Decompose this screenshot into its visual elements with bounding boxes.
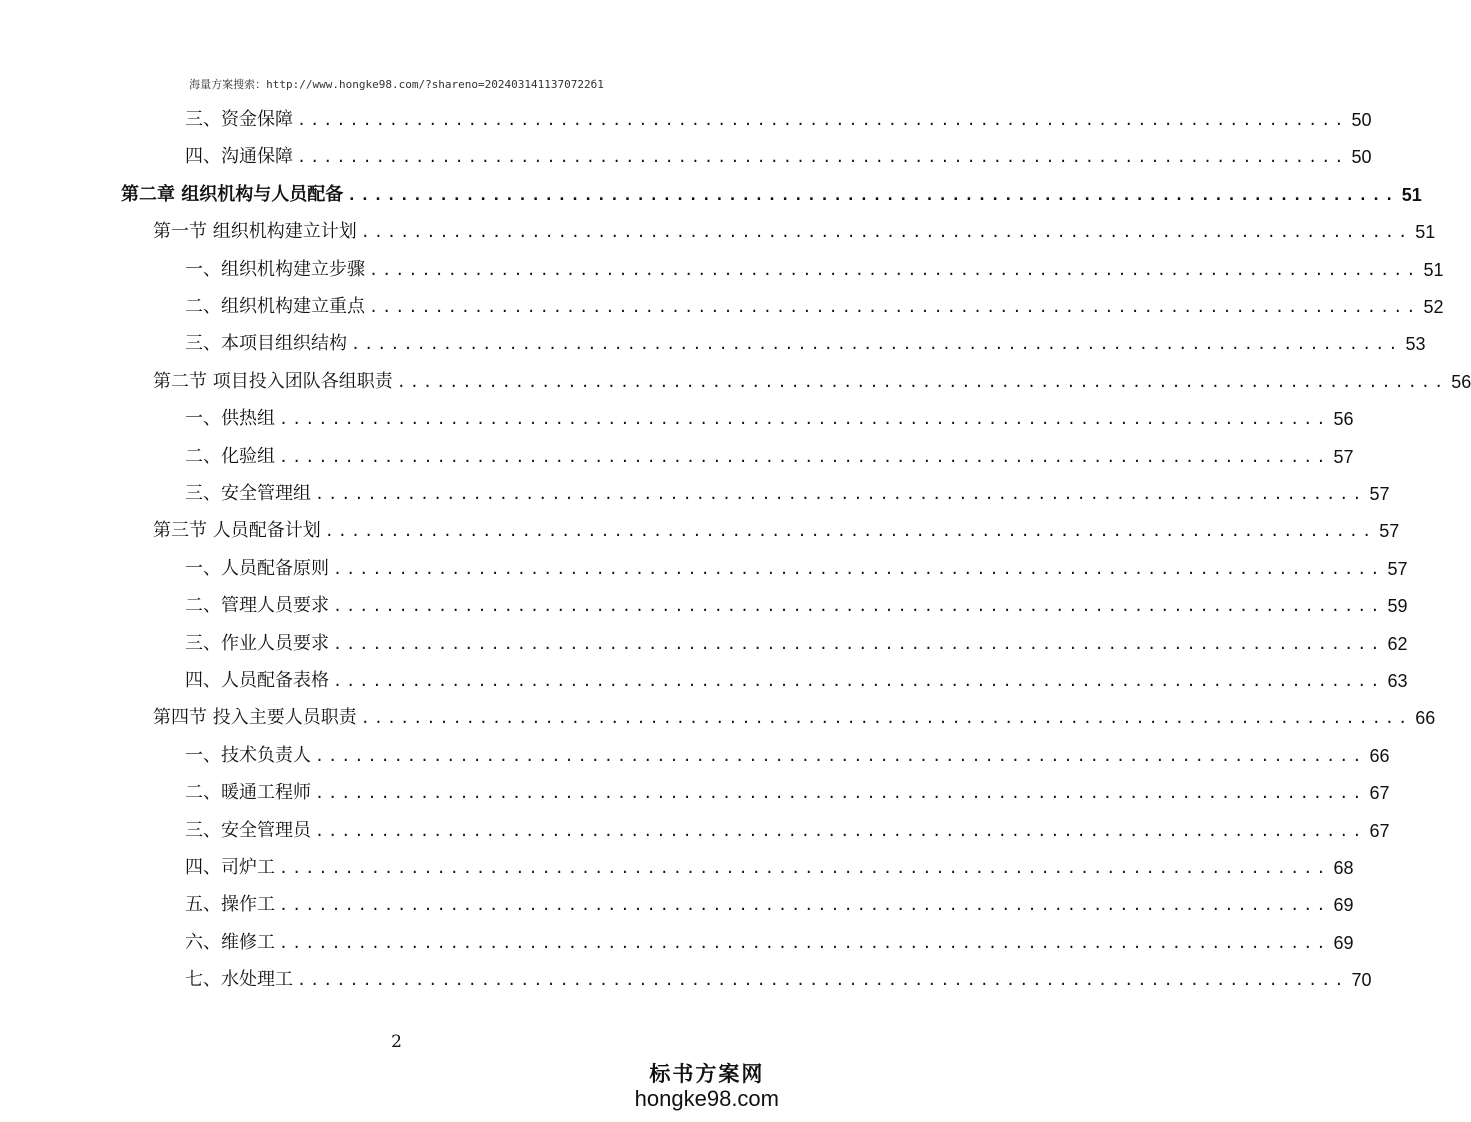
toc-dot-leader: ................................................................................ — [360, 223, 1412, 242]
toc-entry[interactable] — [185, 479, 1390, 509]
toc-entry-page: 62 — [1387, 633, 1408, 654]
toc-entry[interactable] — [185, 142, 1372, 172]
toc-entry-page: 52 — [1423, 297, 1444, 317]
toc-entry-page: 51 — [1415, 222, 1436, 243]
toc-entry[interactable] — [185, 629, 1408, 659]
toc-dot-leader: ................................................................................ — [351, 335, 1402, 354]
toc-entry-page: 53 — [1405, 334, 1426, 355]
toc-entry-page: 57 — [1333, 446, 1354, 467]
toc-entry-page: 50 — [1351, 110, 1372, 130]
toc-entry[interactable] — [185, 554, 1408, 584]
page-header-search-url: 海量方案搜索：http://www.hongke98.com/?shareno=2024031411370722б1 — [189, 78, 604, 91]
toc-dot-leader: ................................................................................ — [279, 859, 1330, 877]
toc-entry[interactable] — [121, 180, 1422, 210]
toc-dot-leader: ................................................................................ — [369, 260, 1420, 279]
toc-entry[interactable] — [185, 105, 1372, 135]
toc-entry-label: 一、组织机构建立步骤 — [185, 258, 365, 280]
toc-dot-leader: ................................................................................ — [297, 148, 1348, 167]
toc-entry-label: 七、水处理工 — [185, 969, 293, 991]
toc-entry-page: 57 — [1379, 521, 1400, 542]
toc-entry[interactable] — [153, 516, 1400, 546]
toc-entry[interactable] — [185, 404, 1354, 434]
toc-entry[interactable] — [153, 367, 1471, 397]
page-number: 2 — [391, 1032, 402, 1052]
toc-entry-page: 66 — [1369, 745, 1390, 766]
toc-dot-leader: ................................................................................ — [369, 298, 1420, 316]
toc-entry[interactable] — [185, 591, 1408, 621]
toc-entry-page: 57 — [1387, 558, 1408, 579]
toc-dot-leader: ................................................................................ — [315, 784, 1366, 803]
toc-dot-leader: ................................................................................ — [360, 709, 1412, 728]
toc-entry-page: 59 — [1387, 596, 1408, 617]
toc-entry[interactable] — [185, 816, 1390, 846]
toc-entry-label: 二、管理人员要求 — [185, 595, 329, 617]
toc-entry-label: 二、化验组 — [185, 445, 275, 467]
toc-dot-leader: ................................................................................ — [333, 672, 1384, 690]
toc-entry-page: 50 — [1351, 147, 1372, 168]
toc-dot-leader: ................................................................................ — [279, 933, 1330, 952]
toc-entry-page: 56 — [1451, 371, 1471, 392]
toc-entry[interactable] — [185, 853, 1354, 883]
site-watermark-logo — [635, 1058, 779, 1112]
toc-entry-page: 63 — [1387, 671, 1408, 691]
toc-dot-leader: ................................................................................ — [324, 522, 1376, 541]
toc-dot-leader: ................................................................................ — [279, 410, 1330, 429]
toc-entry-page: 57 — [1369, 484, 1390, 504]
toc-entry-label: 第二节 项目投入团队各组职责 — [153, 370, 393, 392]
toc-entry-label: 第三节 人员配备计划 — [153, 520, 321, 542]
toc-entry-label: 一、技术负责人 — [185, 744, 311, 766]
toc-entry[interactable] — [185, 778, 1390, 808]
toc-entry-page: 51 — [1423, 259, 1444, 280]
toc-entry-label: 四、人员配备表格 — [185, 670, 329, 691]
toc-entry[interactable] — [185, 292, 1444, 322]
toc-entry[interactable] — [185, 666, 1408, 696]
toc-entry-page: 56 — [1333, 409, 1354, 430]
toc-entry-page: 69 — [1333, 895, 1354, 916]
watermark-en: hongke98.com — [634, 1086, 779, 1111]
toc-entry-label: 二、暖通工程师 — [185, 782, 311, 804]
toc-entry-label: 四、司炉工 — [185, 857, 275, 878]
toc-entry-label: 五、操作工 — [185, 894, 275, 916]
toc-dot-leader: ................................................................................ — [297, 971, 1348, 990]
toc-dot-leader: ................................................................................ — [347, 185, 1398, 204]
toc-entry[interactable] — [185, 965, 1372, 995]
toc-dot-leader: ................................................................................ — [297, 111, 1348, 129]
toc-entry-label: 三、安全管理组 — [185, 483, 311, 504]
toc-entry-page: 66 — [1415, 708, 1436, 729]
toc-entry[interactable] — [185, 255, 1444, 285]
toc-dot-leader: ................................................................................ — [396, 372, 1448, 391]
toc-entry-page: 67 — [1369, 820, 1390, 841]
toc-entry[interactable] — [185, 329, 1426, 359]
toc-dot-leader: ................................................................................ — [315, 485, 1366, 503]
toc-entry-label: 第一节 组织机构建立计划 — [153, 221, 357, 243]
toc-dot-leader: ................................................................................ — [279, 447, 1330, 466]
toc-entry-label: 三、资金保障 — [185, 109, 293, 130]
toc-entry-label: 三、作业人员要求 — [185, 632, 329, 654]
toc-entry-label: 三、安全管理员 — [185, 819, 311, 841]
toc-entry-page: 67 — [1369, 783, 1390, 804]
toc-entry-label: 六、维修工 — [185, 931, 275, 953]
toc-dot-leader: ................................................................................ — [333, 597, 1384, 616]
toc-entry[interactable] — [185, 442, 1354, 472]
watermark-cn: 标书方案网 — [649, 1063, 765, 1086]
toc-dot-leader: ................................................................................ — [315, 821, 1366, 840]
toc-dot-leader: ................................................................................ — [279, 896, 1330, 915]
toc-entry-page: 69 — [1333, 932, 1354, 953]
toc-entry-label: 三、本项目组织结构 — [185, 333, 347, 355]
toc-entry-label: 一、供热组 — [185, 408, 275, 430]
toc-entry[interactable] — [185, 890, 1354, 920]
toc-entry-label: 第二章 组织机构与人员配备 — [121, 183, 344, 205]
toc-dot-leader: ................................................................................ — [315, 746, 1366, 765]
toc-entry-label: 四、沟通保障 — [185, 146, 293, 168]
toc-dot-leader: ................................................................................ — [333, 634, 1384, 653]
toc-entry-label: 二、组织机构建立重点 — [185, 296, 365, 317]
toc-entry[interactable] — [153, 217, 1436, 247]
toc-entry[interactable] — [185, 741, 1390, 771]
toc-entry-label: 第四节 投入主要人员职责 — [153, 707, 357, 729]
toc-dot-leader: ................................................................................ — [333, 559, 1384, 578]
toc-entry-page: 51 — [1401, 184, 1422, 205]
toc-entry[interactable] — [153, 703, 1436, 733]
toc-entry-label: 一、人员配备原则 — [185, 557, 329, 579]
toc-entry-page: 70 — [1351, 970, 1372, 991]
toc-entry[interactable] — [185, 928, 1354, 958]
toc-entry-page: 68 — [1333, 858, 1354, 878]
